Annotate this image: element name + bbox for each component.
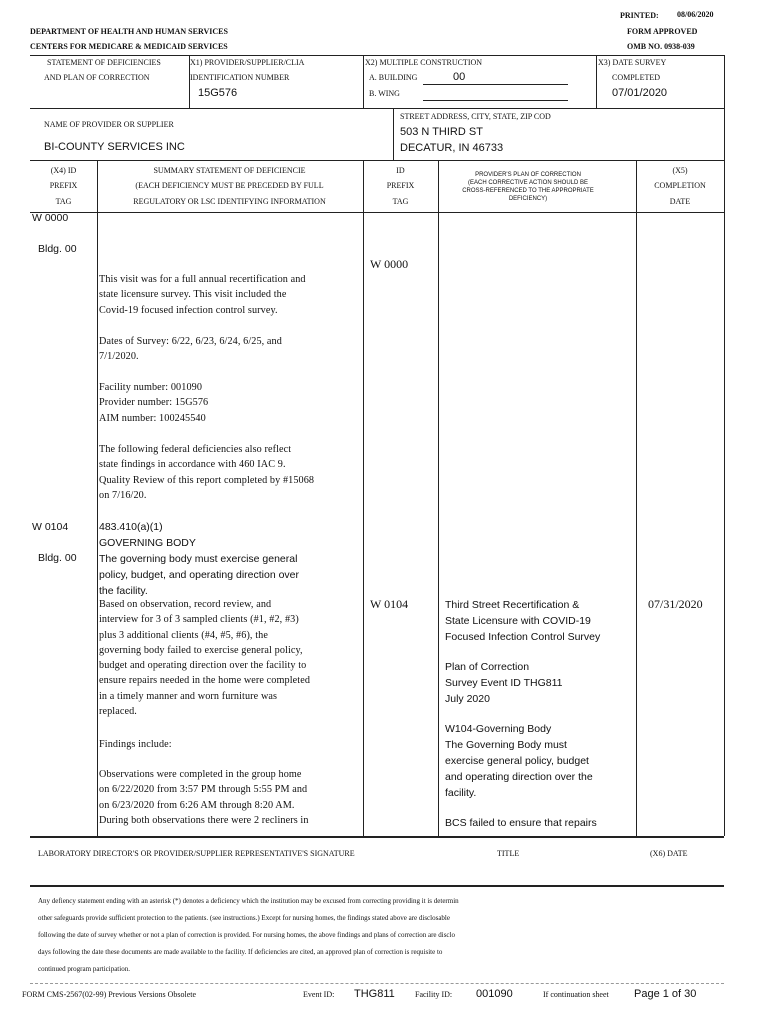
centers-title: CENTERS FOR MEDICARE & MEDICAID SERVICES (30, 42, 228, 51)
id-header-3: TAG (392, 197, 409, 206)
event-id-label: Event ID: (303, 990, 335, 999)
x5-header-3: DATE (669, 197, 691, 206)
printed-label: PRINTED: (620, 11, 659, 20)
disclaimer-line: continued program participation. (38, 965, 130, 973)
x2-label: X2) MULTIPLE CONSTRUCTION (365, 58, 483, 67)
summary-header-2: (EACH DEFICIENCY MUST BE PRECEDED BY FULL (135, 181, 324, 190)
address-line-1: 503 N THIRD ST (400, 126, 483, 138)
plan-header-2: (EACH CORRECTIVE ACTION SHOULD BE (467, 180, 589, 186)
x6-date-label: (X6) DATE (650, 849, 688, 858)
stmt-label-1: STATEMENT OF DEFICIENCIES (47, 58, 161, 67)
building-label: A. BUILDING (369, 73, 418, 82)
disclaimer-line: other safeguards provide sufficient protection to the patients. (see instructions.) Except for nursing homes, the findings stated above are disclosable (38, 914, 450, 922)
continuation-label: If continuation sheet (543, 990, 609, 999)
x5-header-2: COMPLETION (654, 181, 706, 190)
survey-dates: Dates of Survey: 6/22, 6/23, 6/24, 6/25, and 7/1/2020. (99, 336, 282, 363)
stmt-label-2: AND PLAN OF CORRECTION (44, 73, 150, 82)
plan-header-3: CROSS-REFERENCED TO THE APPROPRIATE (462, 188, 594, 194)
id-tag-1: W 0000 (370, 257, 409, 271)
prefix-tag-1: W 0000 (32, 212, 69, 224)
facility-id-label: Facility ID: (415, 990, 453, 999)
observations-paragraph: Observations were completed in the group home on 6/22/2020 from 3:57 PM through 5:55 PM and on 6/23/2020 from 6:26 AM through 8:20 AM. During both observations there were 2 recliners in (99, 769, 309, 826)
building-tag-2: Bldg. 00 (38, 552, 77, 564)
deficiency-paragraph: Based on observation, record review, and interview for 3 of 3 sampled clients (#1, #2, #3) plus 3 additional clients (#4, #5, #6), the governing body failed to exercise general policy, budget and operating direction over the facility to ensure repairs needed in the home were completed in a timely manner and worn furniture was replaced. (99, 599, 311, 718)
dept-title: DEPARTMENT OF HEALTH AND HUMAN SERVICES (30, 27, 228, 36)
summary-paragraph-1: This visit was for a full annual recertification and state licensure survey. This visit included the Covid-19 focused infection control survey. (99, 274, 306, 316)
signature-label: LABORATORY DIRECTOR'S OR PROVIDER/SUPPLIER REPRESENTATIVE'S SIGNATURE (38, 849, 355, 858)
regulation-text: 483.410(a)(1) GOVERNING BODY The governing body must exercise general policy, budget, and operating direction over the facility. (99, 521, 300, 597)
id-tag-2: W 0104 (370, 597, 409, 611)
x3-value: 07/01/2020 (612, 87, 668, 99)
x3-label-2: COMPLETED (612, 73, 660, 82)
x4-header-2: PREFIX (49, 181, 78, 190)
disclaimer-line: following the date of survey whether or not a plan of correction is provided. For nursing homes, the above findings and plans of correction are disclo (38, 931, 455, 939)
facility-numbers: Facility number: 001090 Provider number: 15G576 AIM number: 100245540 (99, 382, 209, 424)
address-label: STREET ADDRESS, CITY, STATE, ZIP COD (400, 112, 551, 121)
summary-header-1: SUMMARY STATEMENT OF DEFICIENCIE (153, 166, 306, 175)
wing-label: B. WING (369, 89, 400, 98)
x1-value: 15G576 (198, 87, 238, 99)
disclaimer-line: Any defiency statement ending with an asterisk (*) denotes a deficiency which the institution may be excused from correcting providing it is determin (38, 897, 459, 905)
x3-label-1: X3) DATE SURVEY (598, 58, 667, 67)
plan-paragraph-2: Plan of Correction Survey Event ID THG811 July 2020 (445, 661, 563, 705)
plan-paragraph-3: W104-Governing Body The Governing Body must exercise general policy, budget and operating direction over the facility. (445, 723, 593, 799)
printed-date: 08/06/2020 (677, 10, 714, 19)
completion-date: 07/31/2020 (648, 597, 703, 611)
plan-header-1: PROVIDER'S PLAN OF CORRECTION (475, 172, 581, 178)
id-header-1: ID (396, 166, 405, 175)
title-label: TITLE (497, 849, 520, 858)
page-number: Page 1 of 30 (634, 988, 697, 1000)
building-tag-1: Bldg. 00 (38, 243, 77, 255)
findings-label: Findings include: (99, 739, 172, 750)
disclaimer-line: days following the date these documents are made available to the facility. If deficiencies are cited, an approved plan of correction is requisite to (38, 948, 443, 956)
event-id-value: THG811 (354, 988, 395, 1000)
summary-paragraph-2: The following federal deficiencies also reflect state findings in accordance with 460 IAC 9. Quality Review of this report completed by #15068 on 7/16/20. (99, 444, 315, 501)
x5-header-1: (X5) (672, 166, 688, 175)
x1-label-1: X1) PROVIDER/SUPPLIER/CLIA (190, 58, 305, 67)
prefix-tag-2: W 0104 (32, 521, 69, 533)
building-value: 00 (453, 71, 466, 83)
form-number: FORM CMS-2567(02-99) Previous Versions Obsolete (22, 990, 197, 999)
disclaimer (38, 893, 728, 978)
omb-number: OMB NO. 0938-039 (627, 42, 695, 51)
address-line-2: DECATUR, IN 46733 (400, 142, 504, 154)
x1-label-2: IDENTIFICATION NUMBER (190, 73, 290, 82)
id-header-2: PREFIX (386, 181, 415, 190)
plan-paragraph-4: BCS failed to ensure that repairs (445, 817, 597, 829)
facility-id-value: 001090 (476, 988, 513, 1000)
provider-name: BI-COUNTY SERVICES INC (44, 141, 185, 153)
x4-header-1: (X4) ID (50, 166, 77, 175)
x4-header-3: TAG (55, 197, 72, 206)
summary-header-3: REGULATORY OR LSC IDENTIFYING INFORMATION (133, 197, 326, 206)
plan-header-4: DEFICIENCY) (508, 196, 548, 202)
plan-paragraph-1: Third Street Recertification & State Licensure with COVID-19 Focused Infection Control Survey (445, 599, 601, 643)
provider-name-label: NAME OF PROVIDER OR SUPPLIER (44, 120, 174, 129)
form-approved: FORM APPROVED (627, 27, 698, 36)
